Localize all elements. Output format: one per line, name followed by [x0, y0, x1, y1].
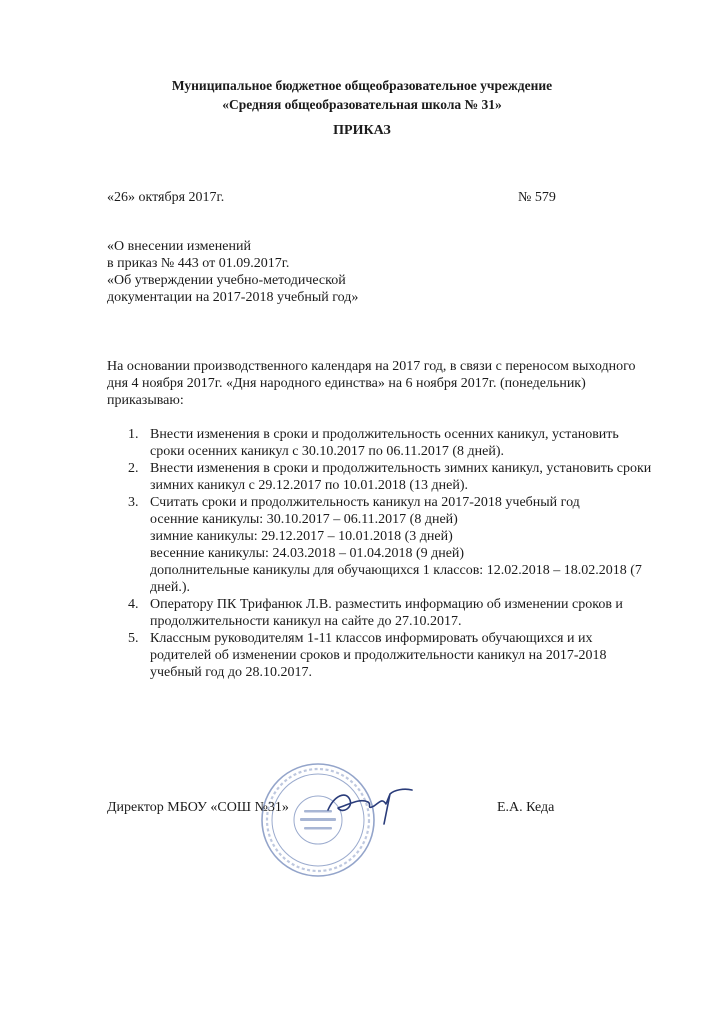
- order-basis: [107, 358, 636, 409]
- item-line: родителей об изменении сроков и продолжительности каникул на 2017-2018: [150, 648, 607, 663]
- institution-name-line2: «Средняя общеобразовательная школа № 31»: [222, 97, 502, 112]
- order-item: [107, 460, 652, 494]
- order-number: № 579: [518, 190, 556, 205]
- order-item: [107, 494, 642, 596]
- item-number: 3.: [128, 495, 139, 510]
- item-line: Классным руководителям 1-11 классов информировать обучающихся и их: [150, 631, 593, 646]
- subject-line: документации на 2017-2018 учебный год»: [107, 290, 359, 305]
- subject-line: в приказ № 443 от 01.09.2017г.: [107, 256, 290, 271]
- basis-line: дня 4 ноября 2017г. «Дня народного единства» на 6 ноября 2017г. (понедельник): [107, 376, 586, 391]
- director-position: Директор МБОУ «СОШ №31»: [107, 800, 289, 815]
- item-line: Внести изменения в сроки и продолжительность зимних каникул, установить сроки: [150, 461, 652, 476]
- item-line: зимних каникул с 29.12.2017 по 10.01.2018 (13 дней).: [150, 478, 468, 493]
- item-line: Оператору ПК Трифанюк Л.В. разместить информацию об изменении сроков и: [150, 597, 623, 612]
- order-items-list: [107, 426, 652, 681]
- item-number: 2.: [128, 461, 139, 476]
- order-item: [107, 596, 623, 630]
- subject-line: «Об утверждении учебно-методической: [107, 273, 346, 288]
- item-line: зимние каникулы: 29.12.2017 – 10.01.2018 (3 дней): [150, 529, 453, 544]
- order-subject: [107, 238, 427, 306]
- order-item: [107, 630, 617, 681]
- institution-name-line1: Муниципальное бюджетное общеобразовательное учреждение: [171, 78, 553, 93]
- item-line: учебный год до 28.10.2017.: [150, 665, 313, 680]
- subject-line: «О внесении изменений: [107, 239, 251, 254]
- item-line: Считать сроки и продолжительность каникул на 2017-2018 учебный год: [150, 495, 580, 510]
- item-line: весенние каникулы: 24.03.2018 – 01.04.2018 (9 дней): [150, 546, 465, 561]
- item-number: 1.: [128, 427, 139, 442]
- item-line: дней.).: [150, 580, 190, 595]
- director-name: Е.А. Кеда: [497, 800, 555, 815]
- document-title: ПРИКАЗ: [333, 123, 391, 138]
- item-line: дополнительные каникулы для обучающихся 1 классов: 12.02.2018 – 18.02.2018 (7: [150, 563, 642, 578]
- item-line: продолжительности каникул на сайте до 27.10.2017.: [150, 614, 462, 629]
- item-line: Внести изменения в сроки и продолжительность осенних каникул, установить: [150, 427, 619, 442]
- basis-line: На основании производственного календаря на 2017 год, в связи с переносом выходного: [107, 359, 636, 374]
- institution-header: [0, 76, 724, 114]
- basis-line: приказываю:: [107, 393, 184, 408]
- item-line: сроки осенних каникул с 30.10.2017 по 06.11.2017 (8 дней).: [150, 444, 505, 459]
- item-line: осенние каникулы: 30.10.2017 – 06.11.2017 (8 дней): [150, 512, 458, 527]
- item-number: 4.: [128, 597, 139, 612]
- item-number: 5.: [128, 631, 139, 646]
- order-item: [107, 426, 617, 460]
- order-date: «26» октября 2017г.: [107, 190, 225, 205]
- director-autograph-icon: [320, 780, 420, 830]
